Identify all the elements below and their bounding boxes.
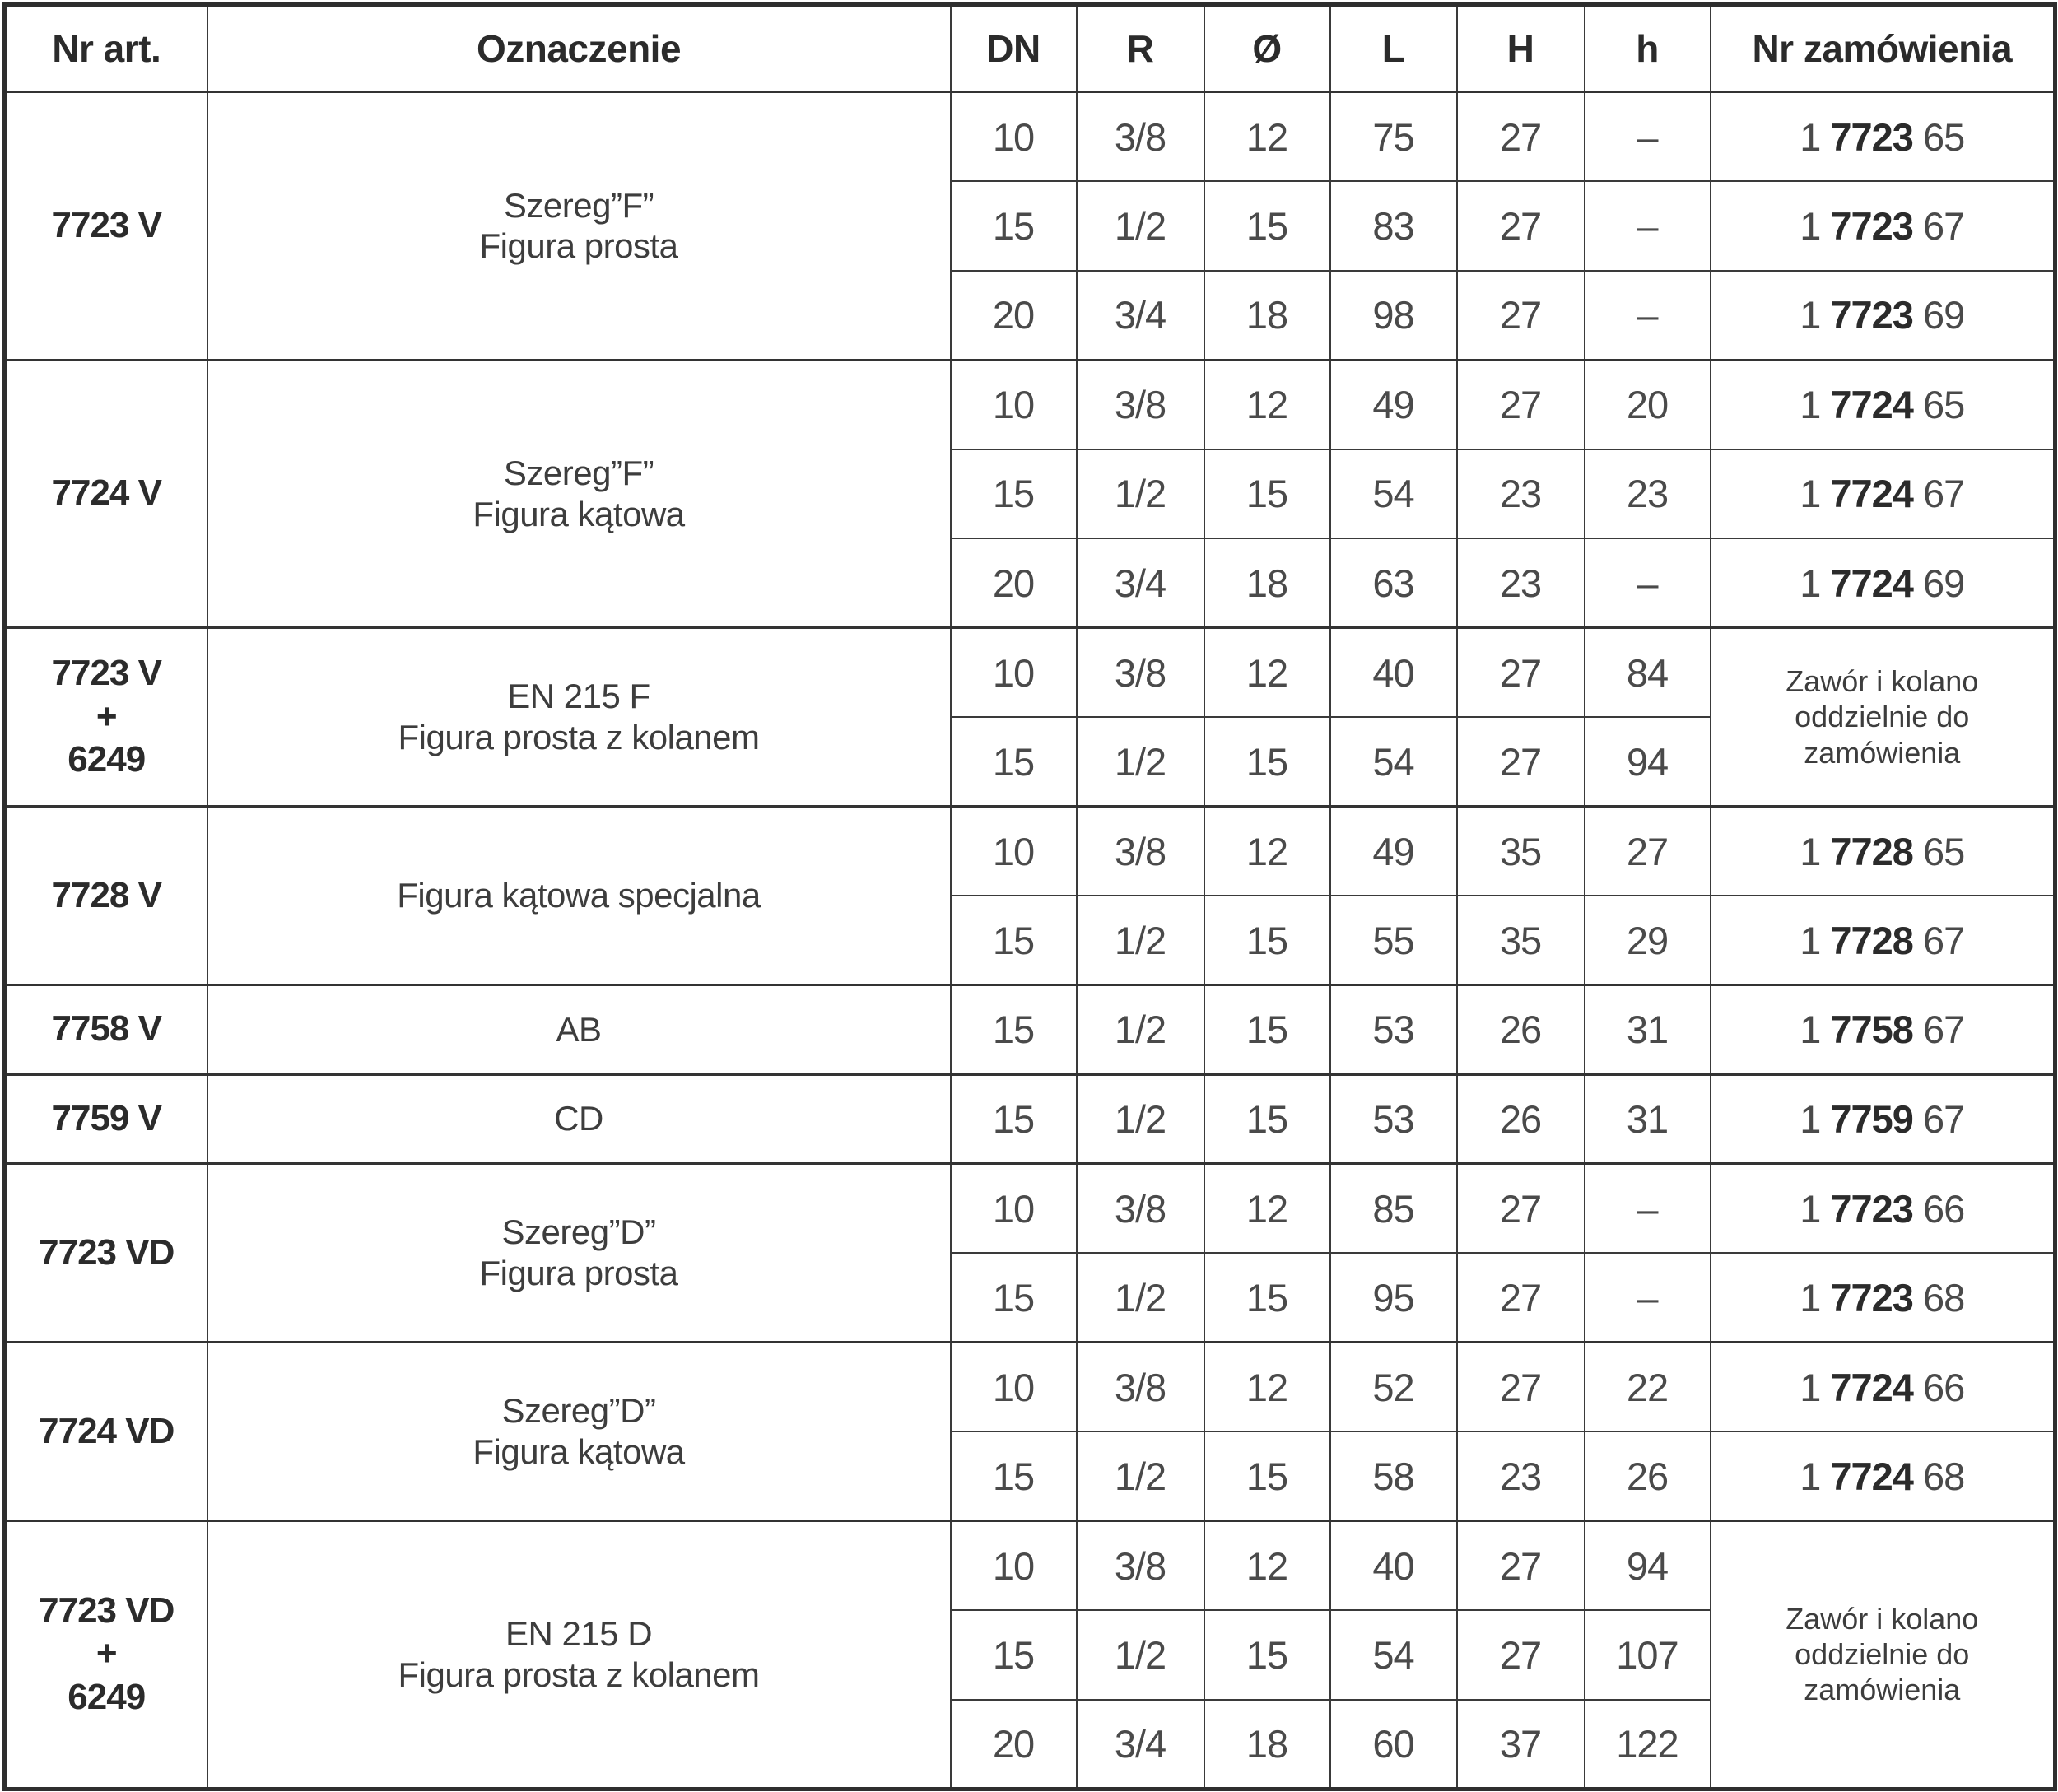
length-l-cell: 75: [1330, 92, 1457, 182]
order-number-suffix: 65: [1923, 114, 1965, 159]
diameter-cell: 12: [1204, 360, 1330, 449]
designation-cell: [207, 628, 951, 807]
order-number-suffix: 66: [1923, 1365, 1965, 1409]
table-row: [5, 1521, 2056, 1611]
order-note-line: oddzielnie do: [1795, 1637, 1970, 1672]
length-l-cell: 49: [1330, 360, 1457, 449]
height-upper-cell: 37: [1457, 1700, 1585, 1790]
diameter-cell: 15: [1204, 1253, 1330, 1343]
order-number-cell: [1711, 360, 2056, 449]
height-upper-cell: 27: [1457, 1610, 1585, 1700]
article-number-line: 7724 VD: [39, 1410, 175, 1451]
height-upper-cell: 35: [1457, 896, 1585, 985]
order-number-suffix: 67: [1923, 1096, 1965, 1141]
length-l-cell: 85: [1330, 1164, 1457, 1254]
thread-r-cell: 1/2: [1077, 896, 1204, 985]
diameter-cell: 15: [1204, 449, 1330, 539]
dn-cell: 15: [951, 1431, 1077, 1521]
order-number-suffix: 68: [1923, 1275, 1965, 1320]
height-lower-cell: –: [1585, 92, 1711, 182]
length-l-cell: 83: [1330, 181, 1457, 271]
order-number-cell: [1711, 807, 2056, 896]
order-number-prefix: 1: [1800, 1096, 1821, 1141]
diameter-cell: 12: [1204, 807, 1330, 896]
dn-cell: 15: [951, 449, 1077, 539]
designation-line: Figura prosta z kolanem: [398, 1655, 760, 1694]
height-upper-cell: 23: [1457, 1431, 1585, 1521]
length-l-cell: 98: [1330, 271, 1457, 361]
height-lower-cell: 31: [1585, 985, 1711, 1075]
designation-line: EN 215 D: [505, 1614, 653, 1654]
table-header: [5, 5, 2056, 92]
order-number-cell: [1711, 538, 2056, 628]
article-number-cell: [5, 807, 207, 985]
length-l-cell: 63: [1330, 538, 1457, 628]
article-number-line: 7723 VD: [39, 1231, 175, 1273]
header-nr-zamowienia: Nr zamówienia: [1711, 5, 2056, 92]
order-number-prefix: 1: [1800, 1008, 1821, 1052]
thread-r-cell: 3/4: [1077, 271, 1204, 361]
thread-r-cell: 1/2: [1077, 1253, 1204, 1343]
header-diameter: Ø: [1204, 5, 1330, 92]
designation-line: Figura kątowa specjalna: [397, 876, 761, 915]
order-number-prefix: 1: [1800, 114, 1821, 159]
order-note-line: zamówienia: [1804, 735, 1961, 770]
thread-r-cell: 1/2: [1077, 717, 1204, 807]
dn-cell: 10: [951, 92, 1077, 182]
dn-cell: 15: [951, 985, 1077, 1075]
article-number-line: 7723 VD: [39, 1590, 175, 1631]
length-l-cell: 54: [1330, 1610, 1457, 1700]
height-lower-cell: 23: [1585, 449, 1711, 539]
article-number-cell: [5, 1074, 207, 1164]
designation-line: Szereg”F”: [503, 454, 654, 493]
article-number-line: 7758 V: [51, 1008, 161, 1050]
height-upper-cell: 26: [1457, 985, 1585, 1075]
diameter-cell: 18: [1204, 1700, 1330, 1790]
table-row: [5, 628, 2056, 718]
dn-cell: 20: [951, 538, 1077, 628]
thread-r-cell: 3/8: [1077, 1343, 1204, 1432]
table-row: [5, 92, 2056, 182]
designation-line: Figura prosta z kolanem: [398, 718, 760, 756]
order-number-suffix: 68: [1923, 1454, 1965, 1498]
height-upper-cell: 27: [1457, 1253, 1585, 1343]
thread-r-cell: 1/2: [1077, 1610, 1204, 1700]
dn-cell: 15: [951, 717, 1077, 807]
order-number-core: 7728: [1830, 918, 1913, 962]
diameter-cell: 15: [1204, 985, 1330, 1075]
order-number-prefix: 1: [1800, 1365, 1821, 1409]
thread-r-cell: 3/4: [1077, 1700, 1204, 1790]
article-number-cell: [5, 1343, 207, 1521]
order-number-cell: [1711, 1343, 2056, 1432]
height-lower-cell: 26: [1585, 1431, 1711, 1521]
order-number-suffix: 65: [1923, 829, 1965, 873]
length-l-cell: 54: [1330, 449, 1457, 539]
dn-cell: 10: [951, 628, 1077, 718]
order-number-core: 7724: [1830, 472, 1913, 516]
order-number-suffix: 69: [1923, 293, 1965, 337]
diameter-cell: 15: [1204, 1610, 1330, 1700]
article-number-line: 7723 V: [51, 652, 161, 693]
article-number-cell: [5, 985, 207, 1075]
order-number-cell: [1711, 92, 2056, 182]
thread-r-cell: 1/2: [1077, 449, 1204, 539]
dn-cell: 15: [951, 1610, 1077, 1700]
height-upper-cell: 27: [1457, 271, 1585, 361]
designation-cell: [207, 360, 951, 628]
order-note-line: Zawór i kolano: [1786, 1601, 1979, 1636]
designation-line: Szereg”F”: [503, 185, 654, 225]
order-number-core: 7728: [1830, 829, 1913, 873]
height-lower-cell: 20: [1585, 360, 1711, 449]
dn-cell: 20: [951, 271, 1077, 361]
thread-r-cell: 3/8: [1077, 360, 1204, 449]
order-number-suffix: 67: [1923, 1008, 1965, 1052]
designation-line: Figura kątowa: [473, 1432, 685, 1471]
length-l-cell: 95: [1330, 1253, 1457, 1343]
designation-line: Figura prosta: [479, 1254, 678, 1292]
table-row: [5, 985, 2056, 1075]
order-number-core: 7724: [1830, 383, 1913, 426]
height-lower-cell: –: [1585, 538, 1711, 628]
order-number-cell: [1711, 1164, 2056, 1254]
order-number-core: 7724: [1830, 1365, 1913, 1409]
dn-cell: 10: [951, 1343, 1077, 1432]
diameter-cell: 15: [1204, 181, 1330, 271]
designation-line: Figura kątowa: [473, 494, 685, 533]
dn-cell: 20: [951, 1700, 1077, 1790]
order-note-line: zamówienia: [1804, 1673, 1961, 1707]
header-height-upper: H: [1457, 5, 1585, 92]
height-lower-cell: 31: [1585, 1074, 1711, 1164]
order-number-prefix: 1: [1800, 1454, 1821, 1498]
height-lower-cell: 22: [1585, 1343, 1711, 1432]
thread-r-cell: 1/2: [1077, 985, 1204, 1075]
thread-r-cell: 1/2: [1077, 181, 1204, 271]
designation-line: CD: [554, 1099, 603, 1138]
height-upper-cell: 27: [1457, 1343, 1585, 1432]
dn-cell: 10: [951, 807, 1077, 896]
dn-cell: 15: [951, 1253, 1077, 1343]
length-l-cell: 40: [1330, 1521, 1457, 1611]
order-number-core: 7724: [1830, 1454, 1913, 1498]
designation-cell: [207, 985, 951, 1075]
table-row: [5, 1343, 2056, 1432]
height-upper-cell: 27: [1457, 360, 1585, 449]
article-number-line: 6249: [68, 739, 146, 780]
length-l-cell: 58: [1330, 1431, 1457, 1521]
header-height-lower: h: [1585, 5, 1711, 92]
order-number-core: 7723: [1830, 293, 1913, 337]
designation-cell: [207, 1521, 951, 1790]
designation-cell: [207, 807, 951, 985]
thread-r-cell: 1/2: [1077, 1074, 1204, 1164]
article-number-line: 6249: [68, 1677, 146, 1718]
order-number-suffix: 65: [1923, 383, 1965, 426]
length-l-cell: 54: [1330, 717, 1457, 807]
dn-cell: 10: [951, 1521, 1077, 1611]
order-number-suffix: 69: [1923, 561, 1965, 605]
order-number-cell: [1711, 1431, 2056, 1521]
article-number-line: 7723 V: [51, 204, 161, 245]
table-row: [5, 1074, 2056, 1164]
order-number-prefix: 1: [1800, 918, 1821, 962]
thread-r-cell: 3/4: [1077, 538, 1204, 628]
header-l: L: [1330, 5, 1457, 92]
article-number-line: +: [95, 696, 117, 737]
table-row: [5, 807, 2056, 896]
height-upper-cell: 26: [1457, 1074, 1585, 1164]
order-number-prefix: 1: [1800, 561, 1821, 605]
article-number-cell: [5, 628, 207, 807]
order-number-prefix: 1: [1800, 1275, 1821, 1320]
height-upper-cell: 27: [1457, 1521, 1585, 1611]
order-number-core: 7723: [1830, 1275, 1913, 1320]
length-l-cell: 53: [1330, 1074, 1457, 1164]
diameter-cell: 15: [1204, 1074, 1330, 1164]
thread-r-cell: 3/8: [1077, 92, 1204, 182]
diameter-cell: 12: [1204, 92, 1330, 182]
thread-r-cell: 3/8: [1077, 1521, 1204, 1611]
header-r: R: [1077, 5, 1204, 92]
diameter-cell: 15: [1204, 717, 1330, 807]
order-number-cell: [1711, 271, 2056, 361]
height-lower-cell: 122: [1585, 1700, 1711, 1790]
order-number-core: 7723: [1830, 114, 1913, 159]
designation-cell: [207, 1343, 951, 1521]
length-l-cell: 55: [1330, 896, 1457, 985]
order-number-cell: [1711, 1074, 2056, 1164]
order-number-suffix: 67: [1923, 203, 1965, 248]
height-upper-cell: 27: [1457, 1164, 1585, 1254]
article-number-cell: [5, 92, 207, 361]
dn-cell: 15: [951, 896, 1077, 985]
diameter-cell: 12: [1204, 1164, 1330, 1254]
order-number-suffix: 66: [1923, 1186, 1965, 1231]
height-lower-cell: –: [1585, 1253, 1711, 1343]
diameter-cell: 12: [1204, 1343, 1330, 1432]
diameter-cell: 18: [1204, 271, 1330, 361]
diameter-cell: 15: [1204, 896, 1330, 985]
height-lower-cell: 29: [1585, 896, 1711, 985]
order-number-core: 7724: [1830, 561, 1913, 605]
order-number-prefix: 1: [1800, 472, 1821, 516]
dn-cell: 15: [951, 181, 1077, 271]
order-number-suffix: 67: [1923, 918, 1965, 962]
length-l-cell: 49: [1330, 807, 1457, 896]
order-number-cell: [1711, 181, 2056, 271]
height-lower-cell: 94: [1585, 717, 1711, 807]
height-upper-cell: 27: [1457, 628, 1585, 718]
article-number-line: 7724 V: [51, 472, 161, 514]
designation-line: AB: [556, 1009, 602, 1049]
valve-spec-table: [2, 2, 2057, 1791]
height-upper-cell: 23: [1457, 449, 1585, 539]
order-number-core: 7759: [1830, 1096, 1913, 1141]
table-row: [5, 1164, 2056, 1254]
article-number-cell: [5, 1164, 207, 1343]
order-number-prefix: 1: [1800, 829, 1821, 873]
article-number-line: 7759 V: [51, 1097, 161, 1138]
height-lower-cell: 107: [1585, 1610, 1711, 1700]
thread-r-cell: 3/8: [1077, 1164, 1204, 1254]
length-l-cell: 40: [1330, 628, 1457, 718]
height-lower-cell: 27: [1585, 807, 1711, 896]
valve-spec-table-sheet: [2, 2, 2057, 1791]
designation-cell: [207, 92, 951, 361]
diameter-cell: 18: [1204, 538, 1330, 628]
height-lower-cell: 84: [1585, 628, 1711, 718]
order-number-core: 7723: [1830, 203, 1913, 248]
thread-r-cell: 1/2: [1077, 1431, 1204, 1521]
article-number-cell: [5, 360, 207, 628]
designation-line: Figura prosta: [479, 226, 678, 266]
designation-cell: [207, 1164, 951, 1343]
header-oznaczenie: Oznaczenie: [207, 5, 951, 92]
diameter-cell: 12: [1204, 628, 1330, 718]
header-nr-art: Nr art.: [5, 5, 207, 92]
order-note-line: oddzielnie do: [1795, 700, 1970, 734]
designation-line: Szereg”D”: [501, 1213, 656, 1252]
header-dn: DN: [951, 5, 1077, 92]
order-note-cell: [1711, 628, 2056, 807]
order-number-suffix: 67: [1923, 472, 1965, 516]
order-note-cell: [1711, 1521, 2056, 1790]
order-number-core: 7723: [1830, 1186, 1913, 1231]
table-row: [5, 360, 2056, 449]
order-number-cell: [1711, 1253, 2056, 1343]
diameter-cell: 15: [1204, 1431, 1330, 1521]
article-number-cell: [5, 1521, 207, 1790]
designation-cell: [207, 1074, 951, 1164]
height-lower-cell: 94: [1585, 1521, 1711, 1611]
order-number-cell: [1711, 449, 2056, 539]
article-number-line: 7728 V: [51, 874, 161, 915]
length-l-cell: 53: [1330, 985, 1457, 1075]
dn-cell: 15: [951, 1074, 1077, 1164]
header-row: [5, 5, 2056, 92]
designation-line: Szereg”D”: [501, 1391, 656, 1431]
length-l-cell: 60: [1330, 1700, 1457, 1790]
height-upper-cell: 35: [1457, 807, 1585, 896]
height-lower-cell: –: [1585, 181, 1711, 271]
order-note-line: Zawór i kolano: [1786, 664, 1979, 699]
table-body: [5, 92, 2056, 1790]
diameter-cell: 12: [1204, 1521, 1330, 1611]
order-number-prefix: 1: [1800, 1186, 1821, 1231]
order-number-prefix: 1: [1800, 293, 1821, 337]
height-lower-cell: –: [1585, 1164, 1711, 1254]
height-upper-cell: 27: [1457, 92, 1585, 182]
thread-r-cell: 3/8: [1077, 807, 1204, 896]
dn-cell: 10: [951, 360, 1077, 449]
thread-r-cell: 3/8: [1077, 628, 1204, 718]
designation-line: EN 215 F: [507, 677, 650, 716]
article-number-line: +: [95, 1633, 117, 1674]
dn-cell: 10: [951, 1164, 1077, 1254]
height-lower-cell: –: [1585, 271, 1711, 361]
order-number-prefix: 1: [1800, 383, 1821, 426]
height-upper-cell: 27: [1457, 181, 1585, 271]
order-number-core: 7758: [1830, 1008, 1913, 1052]
height-upper-cell: 27: [1457, 717, 1585, 807]
order-number-prefix: 1: [1800, 203, 1821, 248]
length-l-cell: 52: [1330, 1343, 1457, 1432]
height-upper-cell: 23: [1457, 538, 1585, 628]
order-number-cell: [1711, 896, 2056, 985]
order-number-cell: [1711, 985, 2056, 1075]
